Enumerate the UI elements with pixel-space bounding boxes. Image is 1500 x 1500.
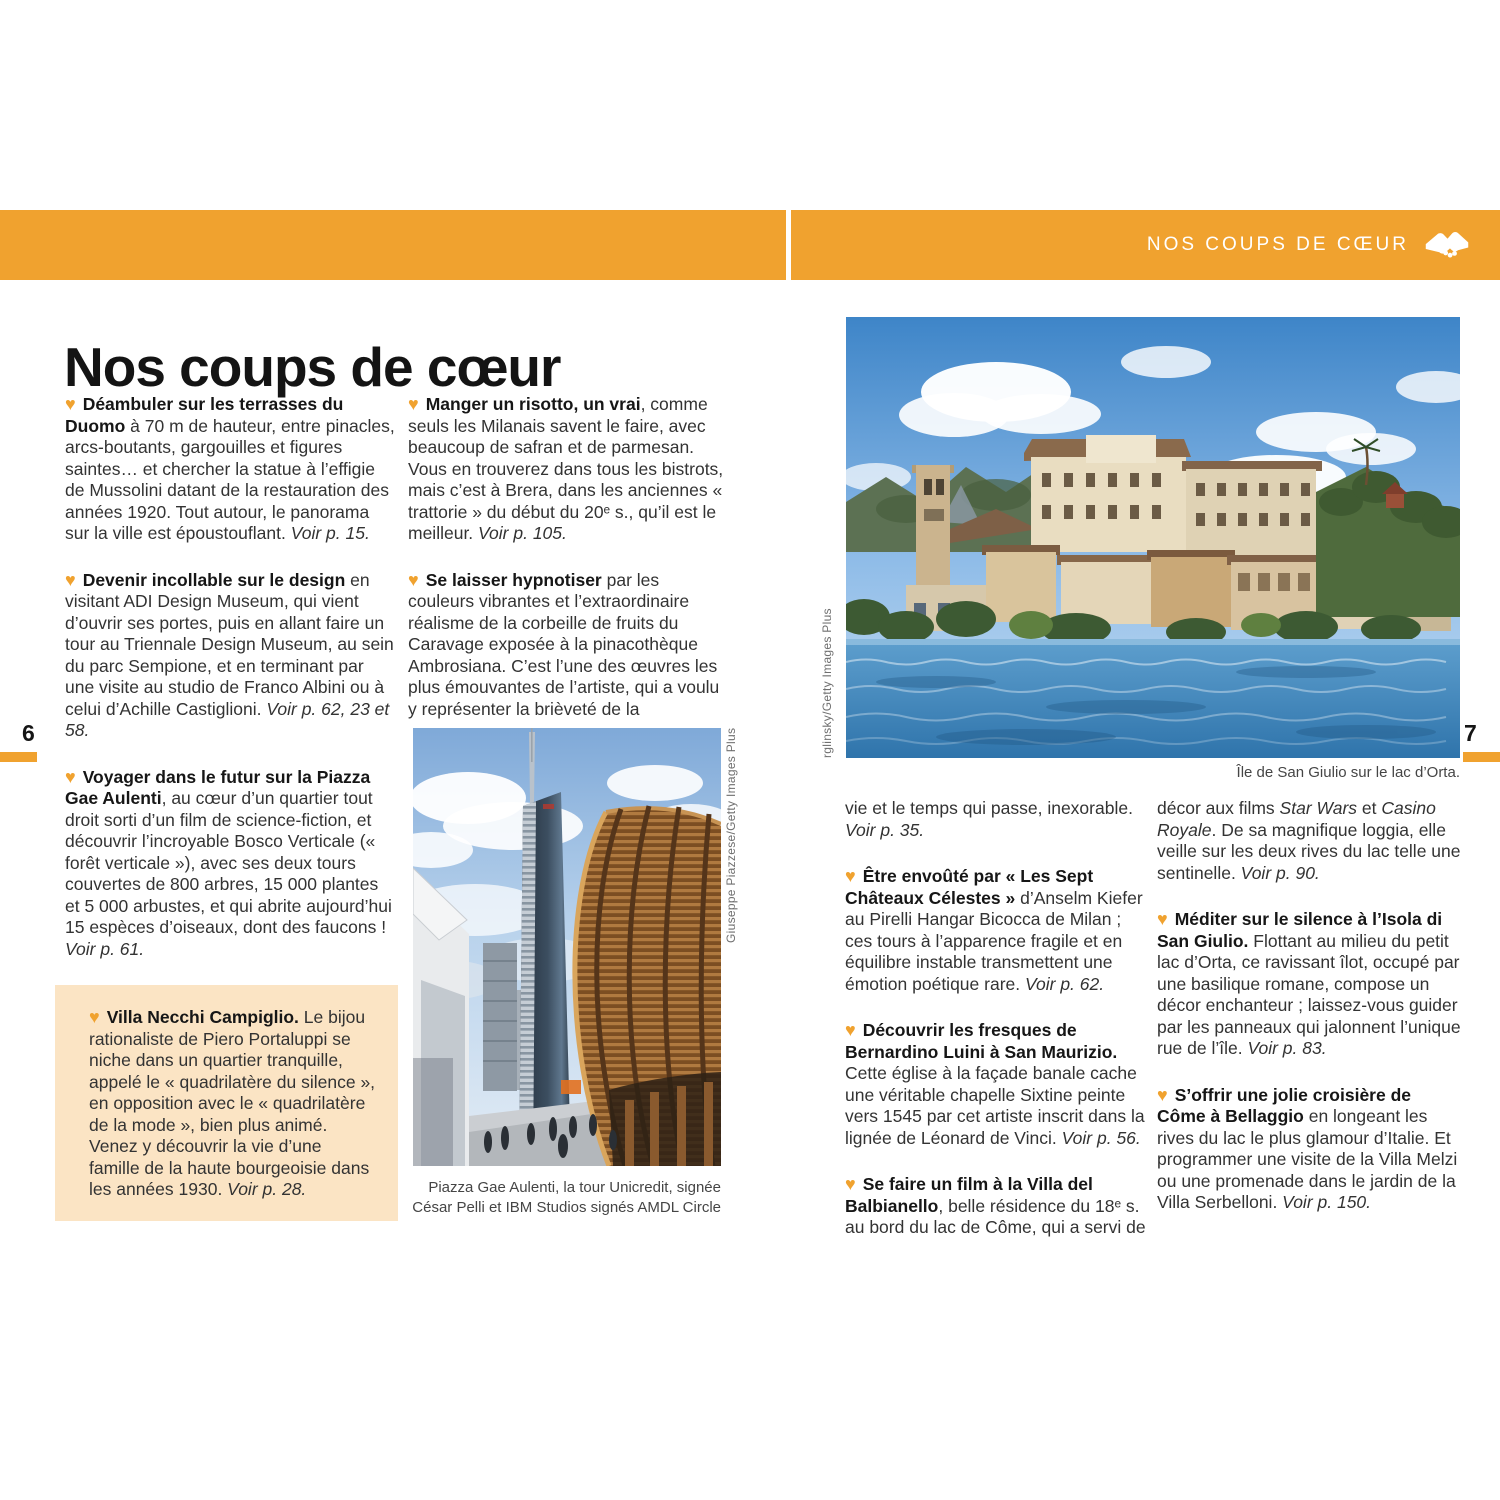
fav-body: vie et le temps qui passe, inexorable. <box>845 798 1133 818</box>
right-page-column-2 <box>1157 798 1463 1239</box>
lake-water <box>846 639 1460 758</box>
page-tab-right <box>1463 752 1500 762</box>
fav-body: Cette église à la façade banale cache une véritable chapelle Sixtine peinte vers 1545 par cet artiste inscrit dans la lignée de Léonard de Vinci. <box>845 1063 1145 1148</box>
heart-icon: ♥ <box>1157 1084 1168 1105</box>
fav-voir: Voir p. 150. <box>1282 1192 1372 1212</box>
fav-item-risotto <box>408 394 730 545</box>
section-title: NOS COUPS DE CŒUR <box>1146 234 1409 255</box>
fav-voir: Voir p. 62, 23 et 58. <box>65 698 390 740</box>
header-bar-right <box>791 210 1500 280</box>
heart-icon: ♥ <box>1157 909 1168 929</box>
fav-head: Être envoûté par « Les Sept Châteaux Célestes » <box>845 866 1094 908</box>
left-page-column-1 <box>65 394 397 1221</box>
page-tab-left <box>0 752 37 762</box>
page-number-left: 6 <box>22 720 35 746</box>
heart-icon: ♥ <box>845 1020 856 1040</box>
fav-head: Se faire un film à la Villa del Balbianello <box>845 1174 1093 1216</box>
fav-body: d’Anselm Kiefer au Pirelli Hangar Bicocca de Milan ; ces tours à l’apparence fragile et en équilibre instable transmettent une émotion poétique rare. <box>845 887 1143 994</box>
heart-icon: ♥ <box>408 569 419 590</box>
fav-head: Déambuler sur les terrasses du Duomo <box>65 394 344 436</box>
right-page-column-1 <box>845 798 1152 1264</box>
fav-head: Méditer sur le silence à l’Isola di San Giulio. <box>1157 909 1443 951</box>
fav-body: , comme seuls les Milanais savent le faire, avec beaucoup de safran et de parmesan. Vous en trouverez dans tous les bistrots, mais c’est à Brera, dans les anciennes « trattorie » du début du 20ᵉ s., qu’il est le meilleur. <box>408 394 724 543</box>
fav-item-croisiere <box>1157 1085 1463 1214</box>
fav-body: en longeant les rives du lac le plus glamour d’Italie. Et programmer une visite de la Villa Melzi ou une promenade dans le jardin de la Villa Serbelloni. <box>1157 1106 1458 1212</box>
fav-voir: Voir p. 90. <box>1240 862 1320 883</box>
fav-body: en visitant ADI Design Museum, qui vient d’ouvrir ses portes, puis en allant faire un tour au Triennale Design Museum, au sein du parc Sempione, et en terminant par une visite au studio de Franco Albini ou à celui d’Achille Castiglioni. <box>65 569 394 719</box>
photo-caption-left: Piazza Gae Aulenti, la tour Unicredit, signée César Pelli et IBM Studios signés AMDL Circle <box>412 1179 721 1216</box>
heart-icon: ♥ <box>65 394 76 414</box>
page-number-right: 7 <box>1464 720 1477 746</box>
fav-continuation <box>845 798 1152 841</box>
left-page-column-2 <box>408 394 730 745</box>
heart-icon: ♥ <box>89 1007 100 1027</box>
fav-continuation <box>1157 798 1463 884</box>
fav-voir: Voir p. 56. <box>1061 1127 1141 1148</box>
fav-body: , au cœur d’un quartier tout droit sorti d’un film de science-fiction, et découvrir l’incroyable Bosco Verticale (« forêt verticale »), avec ses deux tours couvertes de 800 arbres, 15 000 plantes et 5 000 arbustes, et qui abrite aujourd’hui 15 espèces d’oiseaux, dont des faucons ! <box>65 788 392 937</box>
box-voir: Voir p. 28. <box>227 1179 307 1199</box>
fav-item-balbianello <box>845 1174 1152 1239</box>
fav-voir: Voir p. 15. <box>290 523 370 543</box>
fav-voir: Voir p. 62. <box>1024 973 1105 994</box>
fav-body: décor aux films <box>1157 798 1280 818</box>
heart-icon: ♥ <box>845 1174 856 1194</box>
photo-caption-right: Île de San Giulio sur le lac d’Orta. <box>1236 764 1460 781</box>
fav-head: Manger un risotto, un vrai <box>425 394 641 414</box>
wood-pavilion <box>575 806 721 1166</box>
fav-body: , belle résidence du 18ᵉ s. au bord du lac de Côme, qui a servi de <box>845 1195 1146 1237</box>
photo-credit-right: rglinsky/Getty Images Plus <box>820 608 834 758</box>
fav-head: Devenir incollable sur le design <box>82 569 346 590</box>
page-title: Nos coups de cœur <box>64 335 561 398</box>
film-title: Casino Royale <box>1157 798 1436 840</box>
handshake-icon <box>1424 227 1470 263</box>
box-body: Le bijou rationaliste de Piero Portaluppi se niche dans un quartier tranquille, appelé le « quadrilatère du silence », en opposition avec le « quadrilatère de la mode », bien plus animé. Venez y découvrir la vie d’une famille de la haute bourgeoisie dans les années 1930. <box>89 1007 376 1199</box>
fav-voir: Voir p. 61. <box>65 938 145 959</box>
photo-piazza-gae-aulenti <box>413 728 721 1166</box>
fav-head: Découvrir les fresques de Bernardino Luini à San Maurizio. <box>845 1020 1118 1062</box>
heart-icon: ♥ <box>65 766 76 787</box>
heart-icon: ♥ <box>408 394 419 414</box>
film-title: Star Wars <box>1279 798 1358 818</box>
fav-body: par les couleurs vibrantes et l’extraordinaire réalisme de la corbeille de fruits du Caravage exposée à la pinacothèque Ambrosiana. C’est l’une des œuvres les plus émouvantes de l’artiste, qui a voulu y représenter la brièveté de la <box>408 569 720 719</box>
highlight-box-villa-necchi <box>55 985 398 1221</box>
fav-body: . De sa magnifique loggia, elle veille sur les deux rives du lac telle une sentinelle. <box>1157 819 1461 883</box>
fav-item-design <box>65 570 397 742</box>
photo-san-giulio <box>846 317 1460 758</box>
fav-head: Voyager dans le futur sur la Piazza Gae Aulenti <box>65 766 371 808</box>
fav-head: S’offrir une jolie croisière de Côme à Bellaggio <box>1157 1084 1412 1126</box>
photo-credit-left: Giuseppe Piazzese/Getty Images Plus <box>724 728 738 944</box>
fav-item-luini <box>845 1020 1152 1149</box>
fav-item-gae-aulenti <box>65 767 397 961</box>
fav-voir: Voir p. 35. <box>845 819 925 840</box>
fav-voir: Voir p. 105. <box>478 523 567 543</box>
fav-item-duomo <box>65 394 397 545</box>
fav-body: Flottant au milieu du petit lac d’Orta, ce ravissant îlot, occupé par une basilique romane, compose un décor enchanteur ; laissez-vous guider par les panneaux qui jalonnent l’unique rue de l’île. <box>1157 930 1461 1058</box>
fav-head: Se laisser hypnotiser <box>425 569 602 590</box>
fav-body: et <box>1357 798 1382 818</box>
fav-body: à 70 m de hauteur, entre pinacles, arcs-boutants, gargouilles et figures saintes… et chercher la statue à l’effigie de Mussolini datant de la restauration des années 1920. Tout autour, le panorama sur la ville est époustouflant. <box>65 415 395 543</box>
header-bar-left <box>0 210 786 280</box>
heart-icon: ♥ <box>845 866 856 886</box>
fav-item-caravage <box>408 570 730 721</box>
heart-icon: ♥ <box>65 569 76 590</box>
fav-item-isola-san-giulio <box>1157 909 1463 1060</box>
fav-item-kiefer <box>845 866 1152 995</box>
box-head: Villa Necchi Campiglio. <box>106 1007 299 1027</box>
fav-voir: Voir p. 83. <box>1247 1038 1327 1058</box>
